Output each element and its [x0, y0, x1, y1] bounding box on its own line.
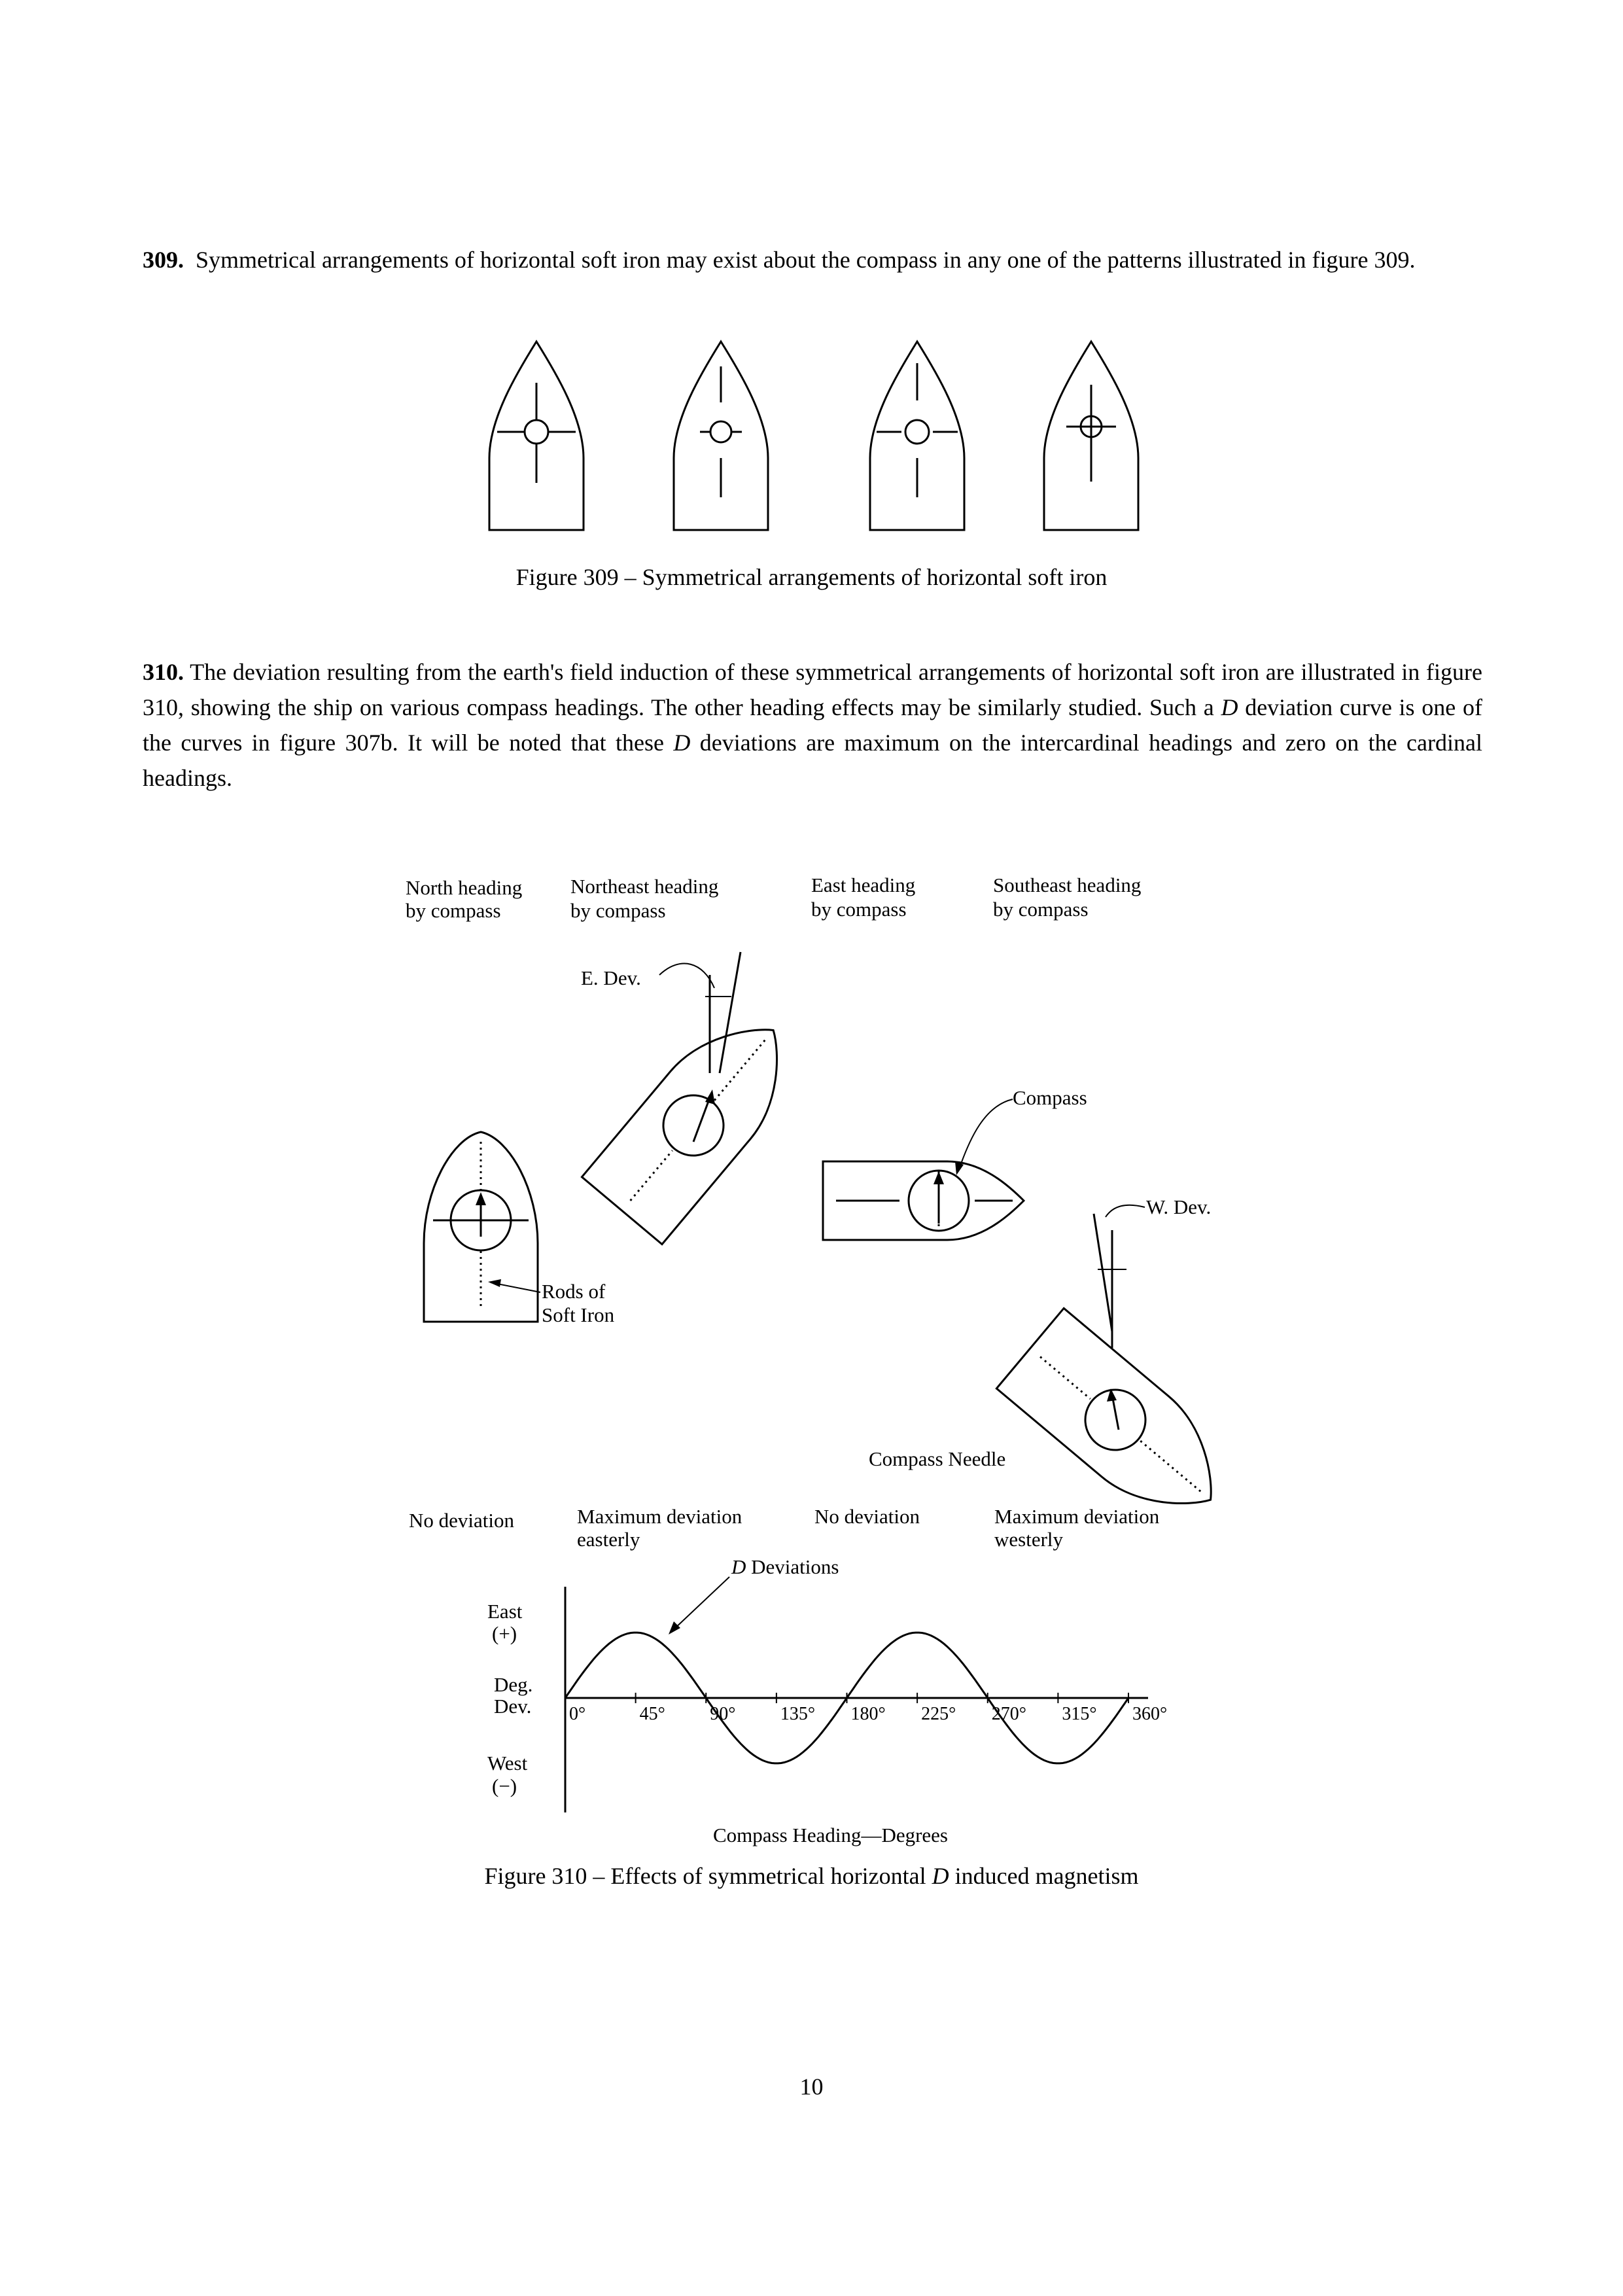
page-number: 10	[799, 2074, 824, 2100]
x-tick-label: 0°	[569, 1704, 586, 1724]
effect-northeast-line1: Maximum deviation	[577, 1505, 742, 1528]
effect-southeast-line2: westerly	[994, 1528, 1064, 1551]
se-needle-arrowhead	[1107, 1388, 1117, 1402]
ylabel-east-sign: (+)	[492, 1622, 517, 1645]
se-compass-north	[1094, 1214, 1112, 1332]
paragraph-310	[143, 654, 1482, 796]
effect-northeast-line2: easterly	[577, 1528, 640, 1551]
heading-southeast-line2: by compass	[993, 898, 1089, 921]
ship-northeast-heading	[582, 997, 813, 1245]
heading-north-line1: North heading	[406, 876, 523, 899]
ship-north-heading	[424, 1132, 538, 1322]
rods-pointer-arrowhead	[488, 1279, 501, 1287]
label-compass-needle: Compass Needle	[869, 1447, 1006, 1470]
chart-title	[731, 1555, 839, 1578]
ylabel-west-sign: (−)	[492, 1775, 517, 1797]
ylabel-west: West	[487, 1752, 528, 1775]
heading-northeast-line1: Northeast heading	[570, 875, 719, 898]
paragraph-310-text-b: deviation curve is one of the curves in figure 307b. It will be noted that these	[143, 694, 1482, 756]
hull-pattern-2	[674, 342, 768, 530]
ne-needle	[693, 1096, 710, 1142]
hull-pattern-4	[1044, 342, 1138, 530]
heading-east-line2: by compass	[811, 898, 907, 921]
x-tick-label: 135°	[780, 1704, 816, 1724]
paragraph-310-text-c: deviations are maximum on the intercardinal headings and zero on the cardinal headings.	[143, 730, 1482, 791]
effect-southeast-line1: Maximum deviation	[994, 1505, 1160, 1528]
label-compass: Compass	[1013, 1086, 1087, 1109]
rods-pointer-line	[491, 1282, 540, 1292]
w-dev-pointer	[1106, 1205, 1145, 1217]
chart-title-pointer-arrowhead	[669, 1621, 680, 1634]
x-tick-label: 360°	[1132, 1704, 1168, 1724]
ne-needle-arrowhead	[705, 1089, 715, 1104]
chart-title-d: D	[731, 1555, 746, 1578]
section-number-309: 309.	[143, 247, 184, 273]
compass-pointer	[958, 1099, 1013, 1171]
ne-compass-north	[720, 952, 741, 1073]
section-number-310: 310.	[143, 659, 184, 685]
paragraph-310-text-a: The deviation resulting from the earth's field induction of these symmetrical arrangements of horizontal soft iron are illustrated in figure 310, showing the ship on various compass headings. The other heading effects may be similarly studied. Such a	[143, 659, 1482, 720]
heading-north-line2: by compass	[406, 899, 501, 922]
label-rods-line1: Rods of	[542, 1280, 606, 1303]
paragraph-310-d-1: D	[1221, 694, 1238, 720]
hull-pattern-3	[870, 342, 964, 530]
ship-east-heading	[823, 1161, 1024, 1240]
paragraph-309-text: Symmetrical arrangements of horizontal soft iron may exist about the compass in any one of the patterns illustrated in figure 309.	[196, 247, 1416, 273]
ylabel-deg: Deg.	[494, 1673, 533, 1696]
ylabel-east: East	[487, 1600, 523, 1623]
x-tick-label: 90°	[710, 1704, 736, 1724]
compass-pointer-arrowhead	[955, 1161, 964, 1175]
figure-310-caption-b: induced magnetism	[949, 1863, 1139, 1889]
paragraph-310-d-2: D	[673, 730, 691, 756]
chart-xlabel: Compass Heading—Degrees	[713, 1824, 948, 1846]
effect-east: No deviation	[814, 1505, 920, 1528]
effect-north: No deviation	[409, 1509, 514, 1532]
x-tick-label: 225°	[921, 1704, 956, 1724]
heading-northeast-line2: by compass	[570, 899, 666, 922]
x-tick-label: 315°	[1062, 1704, 1097, 1724]
se-needle	[1112, 1395, 1119, 1430]
label-w-dev: W. Dev.	[1146, 1195, 1212, 1218]
hull-pattern-1	[489, 342, 584, 530]
figure-310-caption-d: D	[932, 1863, 949, 1889]
figure-310-caption-a: Figure 310 – Effects of symmetrical horizontal	[484, 1863, 932, 1889]
ylabel-dev: Dev.	[494, 1695, 532, 1718]
x-tick-label: 45°	[639, 1704, 665, 1724]
figure-309-caption: Figure 309 – Symmetrical arrangements of horizontal soft iron	[515, 564, 1108, 590]
heading-east-line1: East heading	[811, 874, 916, 896]
x-tick-label: 180°	[850, 1704, 886, 1724]
d-deviation-curve	[565, 1633, 1128, 1763]
label-e-dev: E. Dev.	[581, 966, 641, 989]
heading-southeast-line1: Southeast heading	[993, 874, 1142, 896]
x-tick-label: 270°	[991, 1704, 1026, 1724]
chart-title-pointer	[672, 1577, 729, 1631]
chart-title-rest: Deviations	[746, 1555, 839, 1578]
label-rods-line2: Soft Iron	[542, 1303, 615, 1326]
ship-southeast-heading	[996, 1308, 1244, 1540]
d-deviation-chart	[487, 1555, 1167, 1846]
figure-310-caption	[0, 1862, 1623, 1890]
paragraph-309	[143, 242, 1482, 277]
e-dev-pointer	[659, 964, 714, 988]
